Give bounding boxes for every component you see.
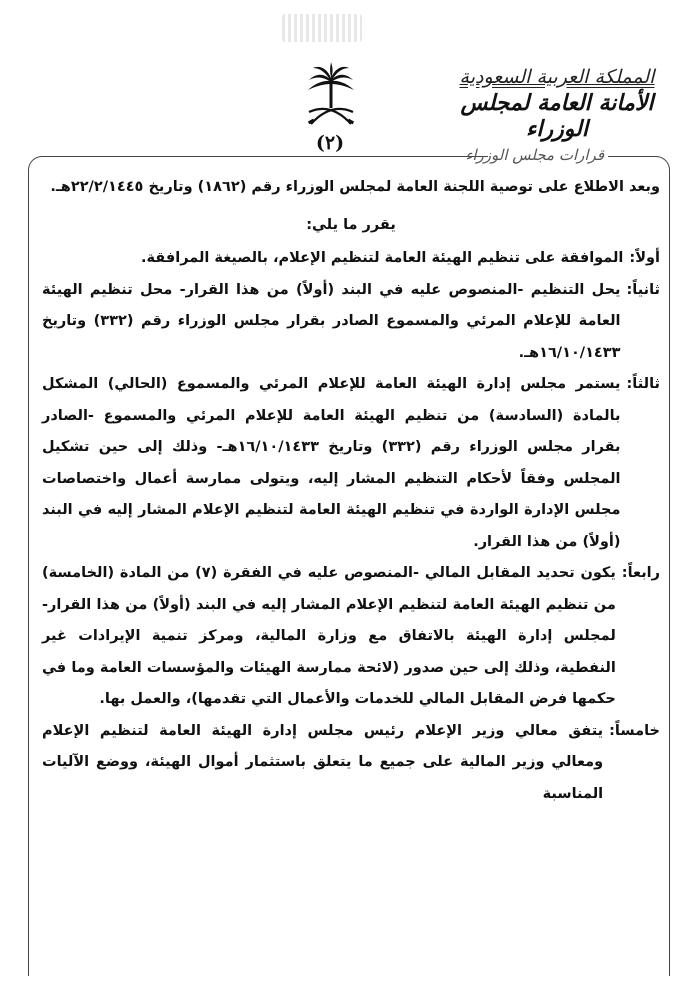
clause-label: ثالثاً:: [626, 376, 660, 392]
clause-label: خامساً:: [609, 722, 660, 739]
clause-text: الموافقة على تنظيم الهيئة العامة لتنظيم الإعلام، بالصيغة المرافقة.: [141, 250, 624, 266]
clause-3: [42, 369, 660, 558]
palm-swords-emblem-icon: [305, 62, 357, 130]
clause-label: رابعاً:: [621, 565, 660, 581]
clause-label: ثانياً:: [626, 281, 660, 298]
clause-5: [42, 716, 660, 811]
clause-text: يتفق معالي وزير الإعلام رئيس مجلس إدارة الهيئة العامة لتنظيم الإعلام ومعالي وزير المالية على جميع ما يتعلق باستثمار أموال الهيئة، ووضع الآليات المناسبة: [42, 722, 604, 802]
clause-text: يستمر مجلس إدارة الهيئة العامة للإعلام المرئي والمسموع (الحالي) المشكل بالمادة (السادسة) من تنظيم الهيئة العامة للإعلام المرئي والمسموع -الصادر بقرار مجلس الوزراء رقم (٣٣٢) وتاريخ ١٦/١٠/١٤٣٣هـ- وذلك إلى حين تشكيل المجلس وفقاً لأحكام التنظيم المشار إليه، ويتولى ممارسة أعمال واختصاصات مجلس الإدارة الواردة في تنظيم الهيئة العامة لتنظيم الإعلام المشار إليه في البند (أولاً) من هذا القرار.: [42, 376, 621, 550]
clause-label: أولاً:: [629, 250, 660, 266]
document-body: [42, 172, 660, 810]
decides-heading: يقرر ما يلي:: [306, 216, 396, 233]
clause-2: [42, 275, 660, 370]
letterhead: [442, 66, 672, 142]
letterhead-country: المملكة العربية السعودية: [459, 66, 655, 88]
letterhead-secretariat: الأمانة العامة لمجلس الوزراء: [460, 90, 654, 142]
clause-1: [42, 243, 660, 275]
clause-4: [42, 558, 660, 716]
page-number: (٢): [315, 132, 345, 154]
clause-text: يحل التنظيم -المنصوص عليه في البند (أولاً) من هذا القرار- محل تنظيم الهيئة العامة للإعلام المرئي والمسموع الصادر بقرار مجلس الوزراء رقم (٣٣٢) وتاريخ ١٦/١٠/١٤٣٣هـ.: [42, 281, 621, 361]
intro-paragraph: وبعد الاطلاع على توصية اللجنة العامة لمجلس الوزراء رقم (١٨٦٢) وتاريخ ٢٢/٢/١٤٤٥هـ.: [50, 179, 660, 195]
clause-text: يكون تحديد المقابل المالي -المنصوص عليه في الفقرة (٧) من المادة (الخامسة) من تنظيم الهيئة العامة لتنظيم الإعلام المشار إليه في البند (أولاً) من هذا القرار- لمجلس إدارة الهيئة بالاتفاق مع وزارة المالية، ومركز تنمية الإيرادات غير النفطية، وذلك إلى حين صدور (لائحة ممارسة الهيئات والمؤسسات العامة وما في حكمها فرض المقابل المالي للخدمات والأعمال التي تقدمها)، والعمل بها.: [42, 565, 616, 707]
letterhead-decisions: قرارات مجلس الوزراء: [465, 146, 604, 164]
stamp-mark: [282, 14, 362, 42]
